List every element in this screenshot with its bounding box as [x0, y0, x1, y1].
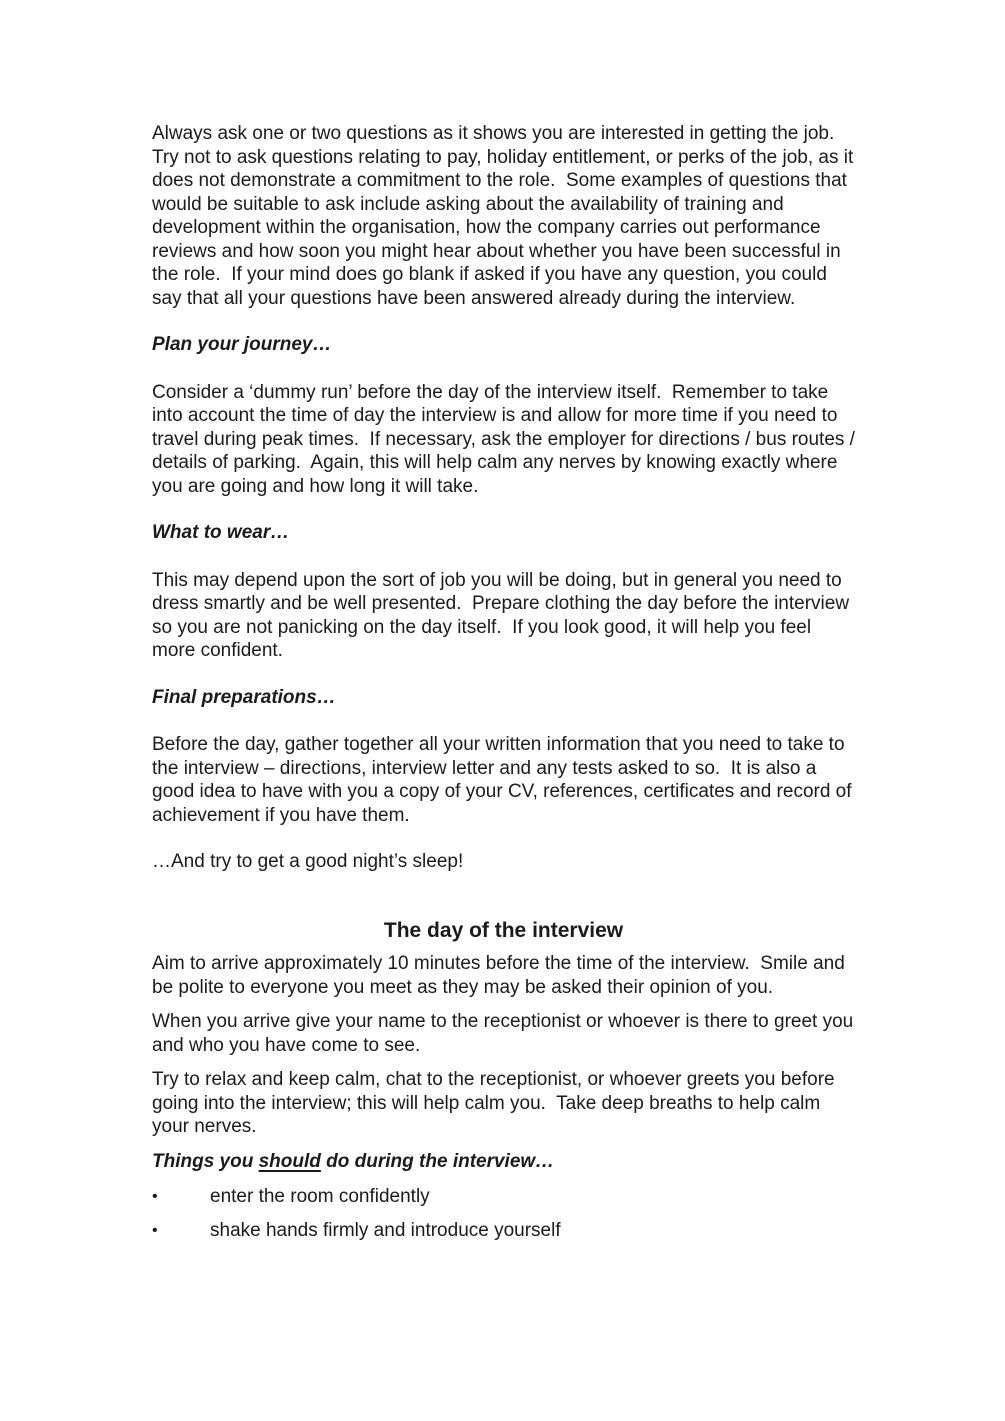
heading-plan-your-journey: Plan your journey… [152, 334, 332, 355]
bullet-item-shake-hands [152, 1219, 855, 1243]
should-heading-prefix: Things you [152, 1150, 259, 1172]
bullet-dot-icon: • [152, 1188, 158, 1205]
heading-things-you-should-do [152, 1150, 855, 1174]
paragraph-arrive-early: Aim to arrive approximately 10 minutes before the time of the interview. Smile and be polite to everyone you meet as they may be asked their opinion of you. [152, 953, 851, 998]
should-heading-suffix: do during the interview… [320, 1150, 555, 1172]
paragraph-give-your-name: When you arrive give your name to the receptionist or whoever is there to greet you and who you have come to see. [152, 1011, 859, 1056]
paragraph-final-preparations: Before the day, gather together all your written information that you need to take to the interview – directions, interview letter and any tests asked to so. It is also a good idea to have with you a copy of your CV, references, certificates and record of achievement if you have them. [152, 734, 857, 826]
paragraph-ask-questions: Always ask one or two questions as it shows you are interested in getting the job. Try not to ask questions relating to pay, holiday entitlement, or perks of the job, as it does not demonstrate a commitment to the role. Some examples of questions that would be suitable to ask include asking about the availability of training and development within the organisation, how the company carries out performance reviews and how soon you might hear about whether you have been successful in the role. If your mind does go blank if asked if you have any question, you could say that all your questions have been answered already during the interview. [152, 123, 859, 309]
paragraph-plan-your-journey: Consider a ‘dummy run’ before the day of the interview itself. Remember to take into account the time of day the interview is and allow for more time if you need to travel during peak times. If necessary, ask the employer for directions / bus routes / details of parking. Again, this will help calm any nerves by knowing exactly where you are going and how long it will take. [152, 381, 861, 497]
should-heading-underlined-word: should [258, 1150, 321, 1172]
bullet-text: enter the room confidently [210, 1186, 430, 1207]
heading-day-of-interview: The day of the interview [383, 918, 624, 942]
bullet-item-enter-room [152, 1185, 855, 1209]
bullet-dot-icon: • [152, 1221, 158, 1239]
note-good-nights-sleep: …And try to get a good night’s sleep! [152, 851, 464, 872]
paragraph-what-to-wear: This may depend upon the sort of job you will be doing, but in general you need to dress smartly and be well presented. Prepare clothing the day before the interview so you are not panicking on the day itself. If you look good, it will help you feel more confident. [152, 569, 855, 661]
heading-final-preparations: Final preparations… [152, 686, 336, 708]
paragraph-relax-keep-calm: Try to relax and keep calm, chat to the receptionist, or whoever greets you before going into the interview; this will help calm you. Take deep breaths to help calm your nerves. [152, 1069, 840, 1137]
bullet-text: shake hands firmly and introduce yourself [210, 1219, 561, 1241]
heading-what-to-wear: What to wear… [152, 522, 290, 543]
